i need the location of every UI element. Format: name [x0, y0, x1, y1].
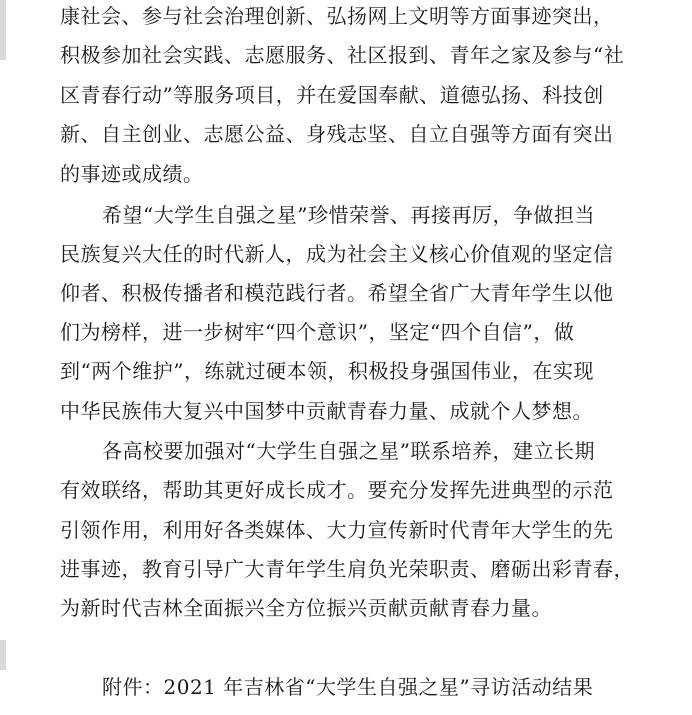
paragraph-2-line-1: 希望“大学生自强之星”珍惜荣誉、再接再厉，争做担当: [102, 203, 595, 227]
paragraph-1-line-1: 康社会、参与社会治理创新、弘扬网上文明等方面事迹突出，: [60, 4, 614, 28]
paragraph-1-line-5: 的事迹或成绩。: [60, 162, 204, 186]
paragraph-1-line-2: 积极参加社会实践、志愿服务、社区报到、青年之家及参与“社: [60, 43, 625, 67]
left-edge-mark: [0, 640, 6, 670]
paragraph-2-line-2: 民族复兴大任的时代新人，成为社会主义核心价值观的坚定信: [60, 242, 614, 266]
paragraph-3-line-4: 进事迹，教育引导广大青年学生肩负光荣职责、磨砺出彩青春，: [60, 557, 634, 581]
paragraph-2-line-3: 仰者、积极传播者和模范践行者。希望全省广大青年学生以他: [60, 281, 614, 305]
paragraph-2-line-4: 们为榜样，进一步树牢“四个意识”，坚定“四个自信”，做: [60, 320, 575, 344]
paragraph-2-line-6: 中华民族伟大复兴中国梦中贡献青春力量、成就个人梦想。: [60, 399, 593, 423]
left-edge-mark: [0, 0, 6, 60]
paragraph-3-line-1: 各高校要加强对“大学生自强之星”联系培养，建立长期: [102, 439, 595, 463]
paragraph-1-line-4: 新、自主创业、志愿公益、身残志坚、自立自强等方面有突出: [60, 122, 614, 146]
paragraph-3-line-3: 引领作用，利用好各类媒体、大力宣传新时代青年大学生的先: [60, 518, 614, 542]
paragraph-3-line-5: 为新时代吉林全面振兴全方位振兴贡献贡献青春力量。: [60, 596, 552, 620]
attachment-line: 附件：2021 年吉林省“大学生自强之星”寻访活动结果: [102, 675, 594, 699]
paragraph-3-line-2: 有效联络，帮助其更好成长成才。要充分发挥先进典型的示范: [60, 478, 614, 502]
paragraph-1-line-3: 区青春行动”等服务项目，并在爱国奉献、道德弘扬、科技创: [60, 83, 604, 107]
paragraph-2-line-5: 到“两个维护”，练就过硬本领，积极投身强国伟业，在实现: [60, 359, 594, 383]
